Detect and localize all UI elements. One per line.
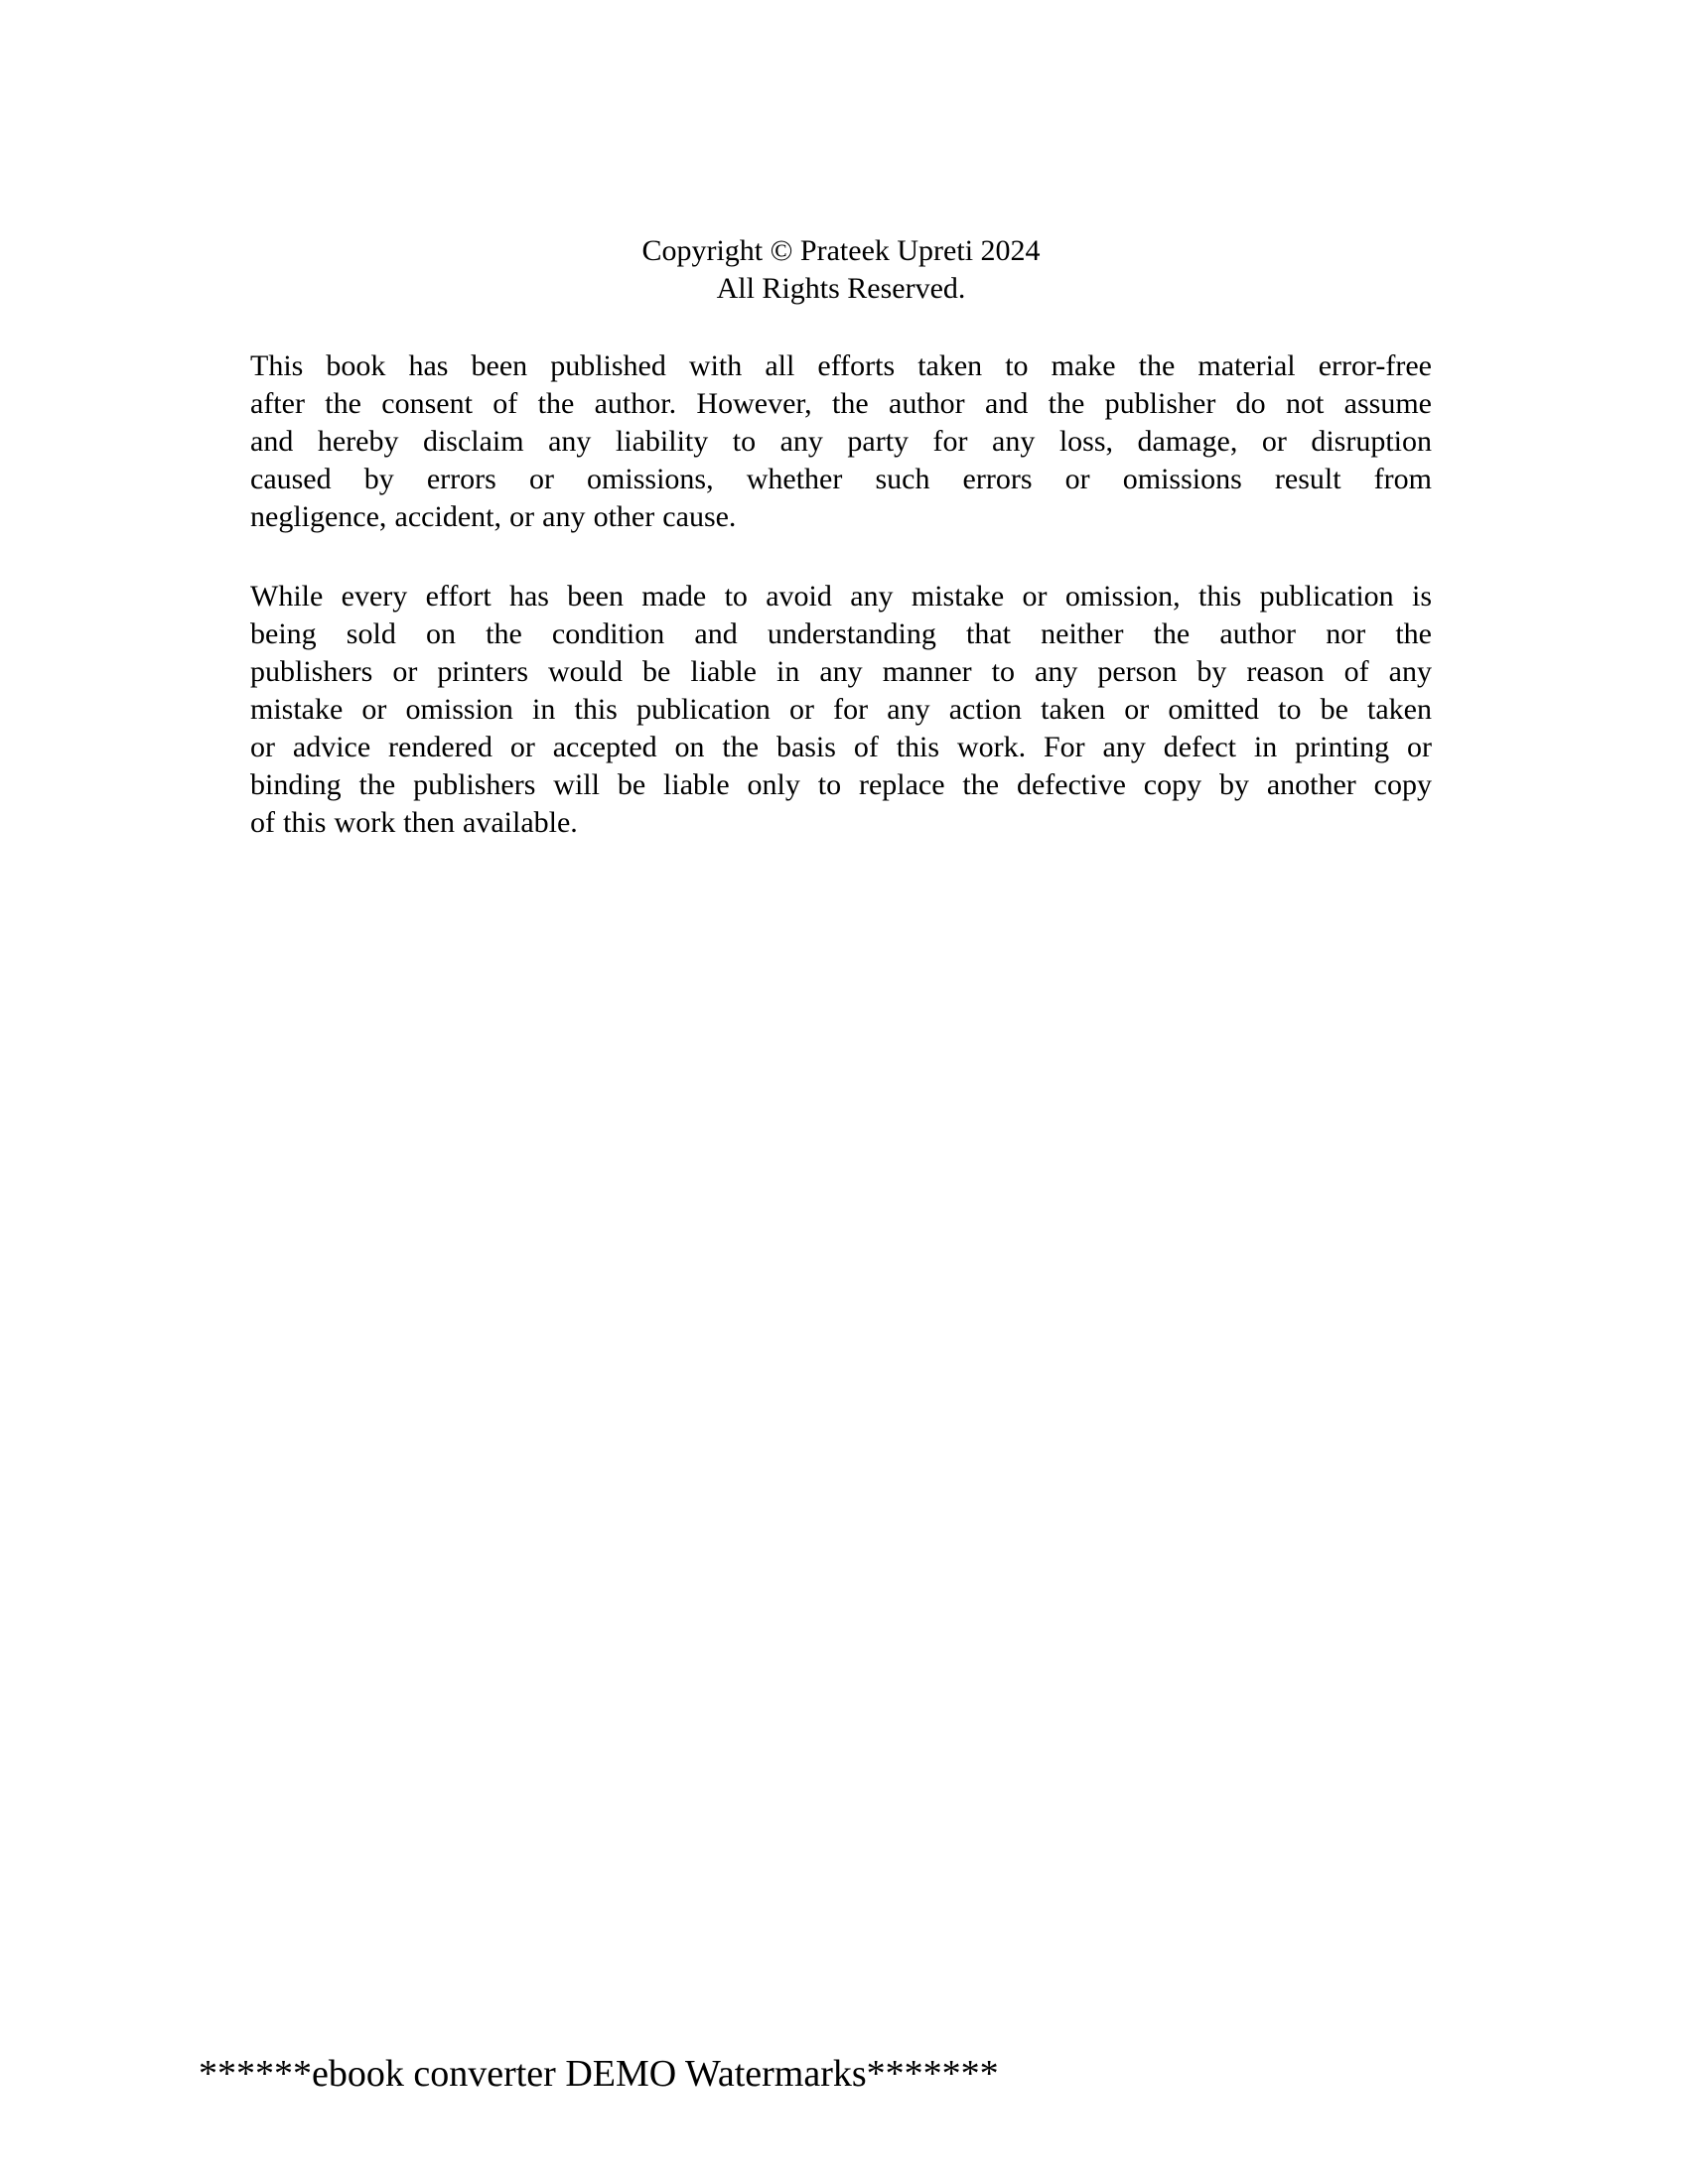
paragraph-line: caused by errors or omissions, whether such errors or omissions result from <box>250 463 1432 495</box>
paragraph-line: mistake or omission in this publication or for any action taken or omitted to be taken <box>250 693 1432 726</box>
page-content <box>250 232 1432 884</box>
copyright-block <box>250 232 1432 308</box>
paragraph-line: being sold on the condition and understanding that neither the author nor the <box>250 617 1432 650</box>
disclaimer-paragraph-1 <box>250 347 1432 536</box>
paragraph-line: negligence, accident, or any other cause. <box>250 500 737 533</box>
paragraph-line: This book has been published with all efforts taken to make the material error-free <box>250 349 1432 382</box>
ebook-converter-watermark: ******ebook converter DEMO Watermarks******* <box>199 2053 999 2095</box>
paragraph-line: or advice rendered or accepted on the basis of this work. For any defect in printing or <box>250 731 1432 763</box>
copyright-line: Copyright © Prateek Upreti 2024 <box>641 234 1041 267</box>
paragraph-line: of this work then available. <box>250 806 578 839</box>
paragraph-line: publishers or printers would be liable in any manner to any person by reason of any <box>250 655 1432 688</box>
paragraph-line: after the consent of the author. However, the author and the publisher do not assume <box>250 387 1432 420</box>
disclaimer-paragraph-2 <box>250 578 1432 842</box>
rights-reserved-line: All Rights Reserved. <box>716 272 966 305</box>
paragraph-line: and hereby disclaim any liability to any party for any loss, damage, or disruption <box>250 425 1432 458</box>
paragraph-line: While every effort has been made to avoid any mistake or omission, this publication is <box>250 580 1432 613</box>
paragraph-line: binding the publishers will be liable only to replace the defective copy by another copy <box>250 768 1432 801</box>
